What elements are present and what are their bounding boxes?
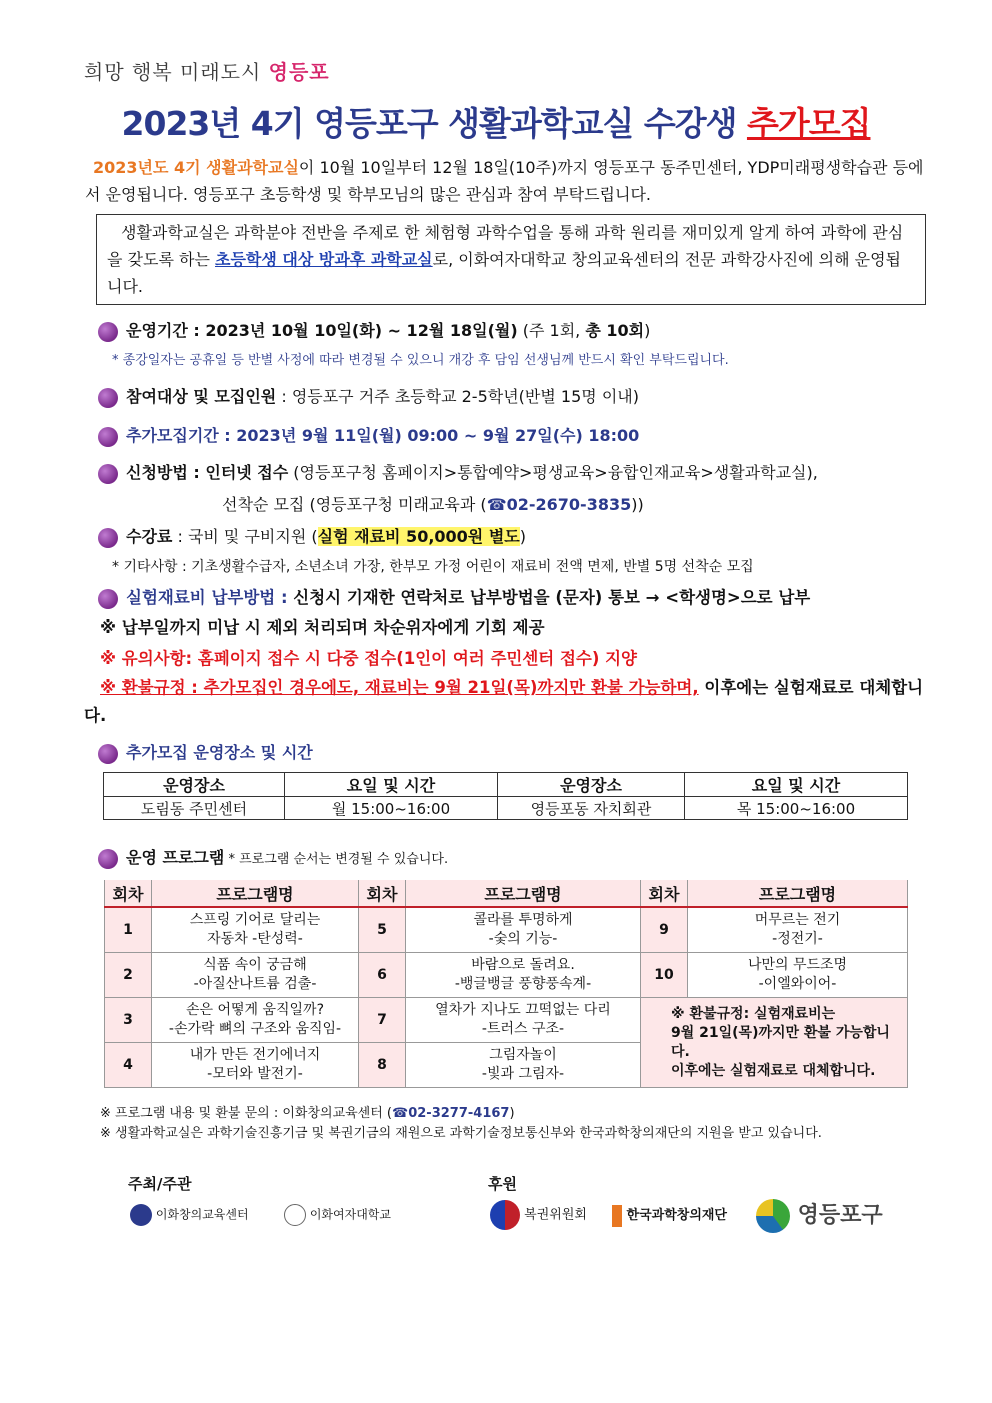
prog-header: 프로그램명 bbox=[152, 880, 359, 907]
bullet-icon bbox=[98, 427, 118, 447]
session-number: 8 bbox=[359, 1043, 406, 1088]
program-line: 식품 속이 궁금해 bbox=[203, 957, 307, 973]
session-number: 7 bbox=[359, 998, 406, 1043]
bullet-icon bbox=[98, 849, 118, 869]
program-refund-cell bbox=[641, 998, 908, 1088]
recruit-value: 2023년 9월 11일(월) 09:00 ~ 9월 27일(수) 18:00 bbox=[236, 426, 640, 445]
program-cell bbox=[406, 953, 641, 998]
program-table bbox=[104, 880, 908, 1088]
loc-header: 운영장소 bbox=[498, 773, 685, 797]
program-line: 손은 어떻게 움직일까? bbox=[185, 1002, 325, 1018]
program-cell bbox=[406, 998, 641, 1043]
sup2-text: 한국과학창의재단 bbox=[626, 1208, 727, 1223]
recruit-label: 추가모집기간 : bbox=[126, 426, 237, 445]
refund-line: 9월 21일(목)까지만 환불 가능합니다. bbox=[671, 1024, 890, 1060]
target-label: 참여대상 및 모집인원 bbox=[126, 387, 277, 406]
period-extra-a: (주 1회, bbox=[522, 321, 586, 340]
ewha-center-logo-icon bbox=[130, 1204, 152, 1226]
target-value: : 영등포구 거주 초등학교 2-5학년(반별 15명 이내) bbox=[276, 387, 639, 406]
bullet-icon bbox=[98, 528, 118, 548]
footer-line1: ※ 프로그램 내용 및 환불 문의 : 이화창의교육센터 ( bbox=[100, 1106, 393, 1121]
apply-value2: (영등포구청 미래교육과 ( bbox=[304, 495, 487, 514]
fee-highlight: 실험 재료비 50,000원 별도 bbox=[317, 527, 520, 546]
prog-header: 프로그램명 bbox=[406, 880, 641, 907]
apply-value1: (영등포구청 홈페이지>통합예약>평생교육>융합인재교육>생활과학교실), bbox=[288, 463, 818, 482]
description-box bbox=[96, 214, 926, 305]
support-logo-2 bbox=[612, 1204, 727, 1227]
program-line: -빛과 그림자- bbox=[481, 1066, 565, 1082]
program-cell bbox=[152, 907, 359, 953]
program-line: 콜라를 투명하게 bbox=[473, 912, 573, 928]
session-number: 1 bbox=[105, 907, 152, 953]
apply-row bbox=[98, 460, 818, 484]
footer-contact bbox=[100, 1104, 515, 1124]
fee-label: 수강료 bbox=[126, 527, 173, 546]
loc-header: 요일 및 시간 bbox=[685, 773, 908, 797]
bullet-icon bbox=[98, 388, 118, 408]
fee-note: * 기타사항 : 기초생활수급자, 소년소녀 가장, 한부모 가정 어린이 재료비 전액 면제, 반별 5명 선착순 모집 bbox=[112, 559, 754, 575]
fee-value: : 국비 및 구비지원 ( bbox=[172, 527, 318, 546]
program-line: -이엘와이어- bbox=[758, 976, 837, 992]
refund-line: ※ 환불규정: 실험재료비는 bbox=[671, 1005, 836, 1022]
refund-text-b: 이후에는 실험재료로 대체합니다. bbox=[84, 678, 924, 725]
location-title: 추가모집 운영장소 및 시간 bbox=[126, 743, 313, 762]
payment-value: 신청시 기재한 연락처로 납부방법을 (문자) 통보 → <학생명>으로 납부 bbox=[293, 588, 811, 607]
box-highlight: 초등학생 대상 방과후 과학교실 bbox=[215, 250, 433, 269]
loc-cell: 도림동 주민센터 bbox=[104, 797, 285, 820]
program-line: -트러스 구조- bbox=[481, 1021, 565, 1037]
session-number: 3 bbox=[105, 998, 152, 1043]
host2-text: 이화여자대학교 bbox=[309, 1207, 391, 1222]
program-line: 자동차 -탄성력- bbox=[207, 931, 303, 947]
program-cell bbox=[152, 1043, 359, 1088]
bullet-icon bbox=[98, 464, 118, 484]
payment-row bbox=[98, 584, 810, 609]
host-logo-2 bbox=[284, 1204, 391, 1226]
loc-cell: 목 15:00~16:00 bbox=[685, 797, 908, 820]
program-line: 머무르는 전기 bbox=[754, 912, 841, 928]
loc-header: 운영장소 bbox=[104, 773, 285, 797]
session-number: 4 bbox=[105, 1043, 152, 1088]
program-line: 나만의 무드조명 bbox=[747, 957, 848, 973]
loc-header: 요일 및 시간 bbox=[285, 773, 498, 797]
apply-label: 신청방법 : 인터넷 접수 bbox=[126, 463, 289, 482]
footer-phone: ☎02-3277-4167 bbox=[392, 1106, 510, 1121]
session-number: 5 bbox=[359, 907, 406, 953]
session-number: 9 bbox=[641, 907, 688, 953]
host-label: 주최/주관 bbox=[128, 1175, 192, 1193]
slogan-district: 영등포 bbox=[268, 60, 330, 84]
page-title bbox=[0, 98, 992, 145]
prog-header: 회차 bbox=[359, 880, 406, 907]
program-line: -모터와 발전기- bbox=[207, 1066, 303, 1082]
apply-label2: 선착순 모집 bbox=[222, 495, 305, 514]
program-line: -뱅글뱅글 풍향풍속계- bbox=[454, 976, 592, 992]
program-title: 운영 프로그램 bbox=[126, 848, 225, 867]
title-highlight: 추가모집 bbox=[746, 104, 871, 143]
program-cell bbox=[152, 998, 359, 1043]
session-number: 6 bbox=[359, 953, 406, 998]
ewha-univ-seal-icon bbox=[284, 1204, 306, 1226]
payment-label: 실험재료비 납부방법 : bbox=[126, 588, 294, 607]
footer-funding: ※ 생활과학교실은 과학기술진흥기금 및 복권기금의 재원으로 과학기술정보통신부와 한국과학창의재단의 지원을 받고 있습니다. bbox=[100, 1126, 822, 1141]
fee-row bbox=[98, 524, 526, 548]
bullet-icon bbox=[98, 744, 118, 764]
lottery-commission-logo-icon bbox=[490, 1200, 520, 1230]
program-cell bbox=[688, 907, 908, 953]
loc-cell: 영등포동 자치회관 bbox=[498, 797, 685, 820]
program-line: -손가락 뼈의 구조와 움직임- bbox=[168, 1021, 342, 1037]
support-label: 후원 bbox=[488, 1175, 517, 1193]
apply-row2 bbox=[222, 492, 644, 515]
program-cell bbox=[406, 907, 641, 953]
program-line: 그림자놀이 bbox=[489, 1047, 557, 1063]
program-title-row bbox=[98, 845, 448, 869]
target-row bbox=[98, 384, 639, 408]
kofac-logo-icon bbox=[612, 1205, 622, 1227]
intro-rest: 이 10월 10일부터 12월 18일(10주)까지 영등포구 동주민센터, YDP미래평생학습관 등에서 운영됩니다. 영등포구 초등학생 및 학부모님의 많은 관심과 참여 부탁드립니다. bbox=[85, 158, 924, 204]
program-line: -숯의 기능- bbox=[488, 931, 558, 947]
support-logo-1 bbox=[490, 1200, 587, 1230]
program-line: 스프링 기어로 달리는 bbox=[189, 912, 321, 928]
apply-value2-end: )) bbox=[631, 495, 644, 514]
location-table bbox=[103, 772, 908, 820]
program-cell bbox=[688, 953, 908, 998]
program-note: * 프로그램 순서는 변경될 수 있습니다. bbox=[224, 852, 449, 867]
payment-note: ※ 납부일까지 미납 시 제외 처리되며 차순위자에게 기회 제공 bbox=[100, 618, 545, 637]
period-note: * 종강일자는 공휴일 등 반별 사정에 따라 변경될 수 있으니 개강 후 담임 선생님께 반드시 확인 부탁드립니다. bbox=[112, 353, 729, 368]
slogan bbox=[84, 56, 330, 85]
period-label: 운영기간 : 2023년 10월 10일(화) ~ 12월 18일(월) bbox=[126, 321, 518, 340]
refund-line: 이후에는 실험재료로 대체합니다. bbox=[671, 1062, 876, 1079]
loc-cell: 월 15:00~16:00 bbox=[285, 797, 498, 820]
caution-note: ※ 유의사항: 홈페이지 접수 시 다중 접수(1인이 여러 주민센터 접수) 지양 bbox=[100, 649, 637, 668]
program-line: 바람으로 돌려요. bbox=[471, 957, 575, 973]
yeongdeungpo-logo-icon bbox=[756, 1199, 790, 1233]
box-text1: 생활과학교실은 과학분야 전반을 주제로 한 체험형 과학수업을 통해 과학 원리를 재미있게 알게 하여 과학에 관심을 갖도록 하는 bbox=[107, 223, 904, 269]
period-extra-c: ) bbox=[644, 321, 651, 340]
program-line: 열차가 지나도 끄떡없는 다리 bbox=[435, 1002, 611, 1018]
location-title-row bbox=[98, 740, 313, 764]
sup1-text: 복권위원회 bbox=[524, 1207, 587, 1223]
refund-text-a: ※ 환불규정 : 추가모집인 경우에도, 재료비는 9월 21일(목)까지만 환불 가능하며, bbox=[100, 678, 699, 697]
refund-note bbox=[84, 674, 940, 730]
bullet-icon bbox=[98, 589, 118, 609]
intro-lead: 2023년도 4기 생활과학교실 bbox=[93, 158, 299, 177]
intro-paragraph bbox=[85, 154, 935, 208]
program-line: -정전기- bbox=[772, 931, 823, 947]
program-cell bbox=[406, 1043, 641, 1088]
sup3-text: 영등포구 bbox=[797, 1203, 883, 1228]
bullet-icon bbox=[98, 322, 118, 342]
session-number: 10 bbox=[641, 953, 688, 998]
title-main: 2023년 4기 영등포구 생활과학교실 수강생 bbox=[121, 104, 747, 143]
prog-header: 프로그램명 bbox=[688, 880, 908, 907]
program-line: 내가 만든 전기에너지 bbox=[189, 1047, 321, 1063]
prog-header: 회차 bbox=[641, 880, 688, 907]
support-logo-3 bbox=[756, 1198, 883, 1233]
recruit-row bbox=[98, 423, 639, 447]
host-logo-1 bbox=[130, 1204, 249, 1226]
program-line: -아질산나트륨 검출- bbox=[193, 976, 317, 992]
footer-line1-end: ) bbox=[509, 1106, 515, 1121]
session-number: 2 bbox=[105, 953, 152, 998]
program-cell bbox=[152, 953, 359, 998]
host1-text: 이화창의교육센터 bbox=[155, 1207, 249, 1222]
prog-header: 회차 bbox=[105, 880, 152, 907]
fee-end: ) bbox=[519, 527, 526, 546]
period-row bbox=[98, 318, 650, 342]
box-text2: 로, 이화여자대학교 창의교육센터의 전문 과학강사진에 의해 운영됩니다. bbox=[107, 250, 902, 296]
apply-phone: ☎02-2670-3835 bbox=[486, 495, 632, 514]
period-extra-b: 총 10회 bbox=[585, 321, 645, 340]
slogan-text: 희망 행복 미래도시 bbox=[84, 60, 262, 84]
